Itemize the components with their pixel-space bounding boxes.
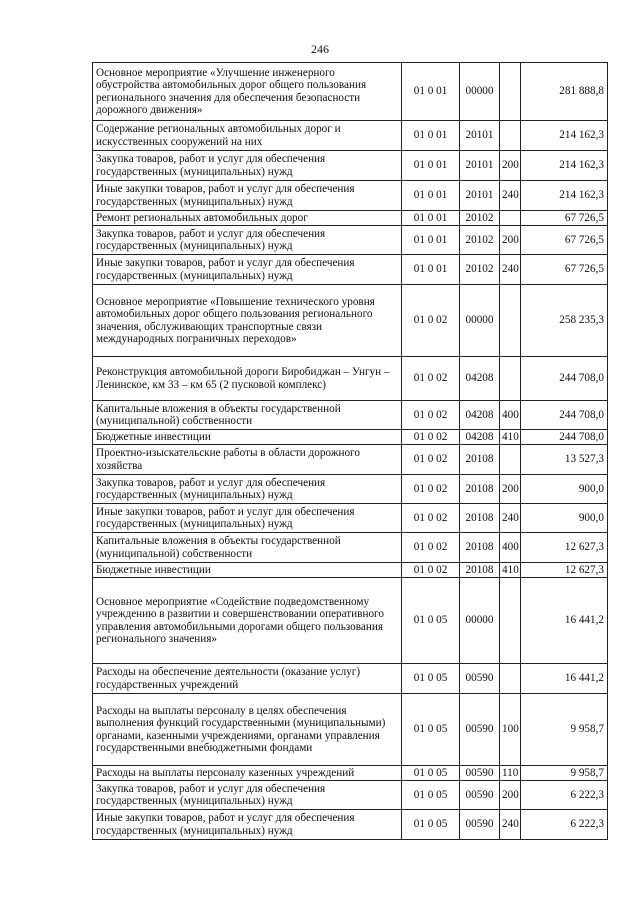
- amount: 900,0: [521, 504, 608, 533]
- row-description: Расходы на выплаты персоналу в целях обеспечения выполнения функций государственными (муниципальными) органами, казенными учреждениями, органами управления государственными внебюджетными фондами: [93, 694, 402, 766]
- target-code: 00000: [460, 285, 500, 357]
- table-row: [93, 226, 608, 255]
- row-description: Закупка товаров, работ и услуг для обеспечения государственных (муниципальных) нужд: [93, 151, 402, 181]
- expense-type-code: 400: [500, 533, 521, 563]
- expense-type-code: 240: [500, 504, 521, 533]
- expense-type-code: 240: [500, 181, 521, 211]
- program-code: 01 0 01: [402, 63, 460, 121]
- expense-type-code: [500, 664, 521, 694]
- target-code: 20101: [460, 151, 500, 181]
- budget-table: [92, 62, 608, 840]
- table-row: [93, 211, 608, 226]
- program-code: 01 0 01: [402, 211, 460, 226]
- row-description: Закупка товаров, работ и услуг для обеспечения государственных (муниципальных) нужд: [93, 781, 402, 810]
- amount: 67 726,5: [521, 255, 608, 285]
- table-row: [93, 694, 608, 766]
- expense-type-code: [500, 121, 521, 151]
- expense-type-code: [500, 445, 521, 475]
- program-code: 01 0 02: [402, 285, 460, 357]
- table-row: [93, 63, 608, 121]
- row-description: Основное мероприятие «Улучшение инженерного обустройства автомобильных дорог общего пользования регионального значения для обеспечения безопасности дорожного движения»: [93, 63, 402, 121]
- program-code: 01 0 01: [402, 226, 460, 255]
- amount: 214 162,3: [521, 121, 608, 151]
- amount: 67 726,5: [521, 226, 608, 255]
- expense-type-code: 200: [500, 151, 521, 181]
- program-code: 01 0 05: [402, 781, 460, 810]
- table-row: [93, 781, 608, 810]
- amount: 244 708,0: [521, 357, 608, 401]
- table-row: [93, 504, 608, 533]
- amount: 6 222,3: [521, 781, 608, 810]
- program-code: 01 0 02: [402, 401, 460, 430]
- expense-type-code: 410: [500, 430, 521, 445]
- expense-type-code: 240: [500, 255, 521, 285]
- expense-type-code: [500, 578, 521, 664]
- expense-type-code: [500, 211, 521, 226]
- row-description: Закупка товаров, работ и услуг для обеспечения государственных (муниципальных) нужд: [93, 475, 402, 504]
- target-code: 20108: [460, 445, 500, 475]
- target-code: 04208: [460, 357, 500, 401]
- amount: 900,0: [521, 475, 608, 504]
- amount: 281 888,8: [521, 63, 608, 121]
- program-code: 01 0 02: [402, 445, 460, 475]
- table-row: [93, 766, 608, 781]
- table-row: [93, 151, 608, 181]
- program-code: 01 0 02: [402, 475, 460, 504]
- table-row: [93, 810, 608, 840]
- target-code: 00590: [460, 766, 500, 781]
- amount: 9 958,7: [521, 766, 608, 781]
- amount: 67 726,5: [521, 211, 608, 226]
- table-row: [93, 357, 608, 401]
- program-code: 01 0 02: [402, 430, 460, 445]
- table-row: [93, 578, 608, 664]
- program-code: 01 0 05: [402, 694, 460, 766]
- row-description: Расходы на выплаты персоналу казенных учреждений: [93, 766, 402, 781]
- target-code: 20101: [460, 181, 500, 211]
- program-code: 01 0 01: [402, 151, 460, 181]
- target-code: 00000: [460, 63, 500, 121]
- amount: 16 441,2: [521, 664, 608, 694]
- row-description: Содержание региональных автомобильных дорог и искусственных сооружений на них: [93, 121, 402, 151]
- expense-type-code: [500, 285, 521, 357]
- row-description: Иные закупки товаров, работ и услуг для обеспечения государственных (муниципальных) нужд: [93, 181, 402, 211]
- target-code: 20108: [460, 475, 500, 504]
- expense-type-code: 110: [500, 766, 521, 781]
- amount: 12 627,3: [521, 533, 608, 563]
- expense-type-code: [500, 357, 521, 401]
- row-description: Основное мероприятие «Повышение технического уровня автомобильных дорог общего пользования регионального значения, обслуживающих транспортные связи международных пограничных переходов»: [93, 285, 402, 357]
- target-code: 04208: [460, 430, 500, 445]
- row-description: Основное мероприятие «Содействие подведомственному учреждению в развитии и совершенствовании оперативного управления автомобильными дорогами общего пользования регионального значения»: [93, 578, 402, 664]
- target-code: 20102: [460, 211, 500, 226]
- expense-type-code: 100: [500, 694, 521, 766]
- amount: 9 958,7: [521, 694, 608, 766]
- row-description: Бюджетные инвестиции: [93, 563, 402, 578]
- table-row: [93, 285, 608, 357]
- program-code: 01 0 05: [402, 766, 460, 781]
- amount: 6 222,3: [521, 810, 608, 840]
- table-row: [93, 121, 608, 151]
- program-code: 01 0 01: [402, 121, 460, 151]
- row-description: Капитальные вложения в объекты государственной (муниципальной) собственности: [93, 533, 402, 563]
- amount: 12 627,3: [521, 563, 608, 578]
- row-description: Расходы на обеспечение деятельности (оказание услуг) государственных учреждений: [93, 664, 402, 694]
- amount: 214 162,3: [521, 151, 608, 181]
- row-description: Иные закупки товаров, работ и услуг для обеспечения государственных (муниципальных) нужд: [93, 255, 402, 285]
- row-description: Ремонт региональных автомобильных дорог: [93, 211, 402, 226]
- target-code: 20108: [460, 563, 500, 578]
- target-code: 00000: [460, 578, 500, 664]
- program-code: 01 0 01: [402, 181, 460, 211]
- target-code: 00590: [460, 781, 500, 810]
- amount: 258 235,3: [521, 285, 608, 357]
- row-description: Закупка товаров, работ и услуг для обеспечения государственных (муниципальных) нужд: [93, 226, 402, 255]
- target-code: 20102: [460, 255, 500, 285]
- expense-type-code: 200: [500, 475, 521, 504]
- amount: 16 441,2: [521, 578, 608, 664]
- target-code: 00590: [460, 694, 500, 766]
- expense-type-code: 200: [500, 781, 521, 810]
- table-row: [93, 533, 608, 563]
- amount: 214 162,3: [521, 181, 608, 211]
- expense-type-code: 240: [500, 810, 521, 840]
- expense-type-code: 400: [500, 401, 521, 430]
- row-description: Проектно-изыскательские работы в области дорожного хозяйства: [93, 445, 402, 475]
- table-row: [93, 255, 608, 285]
- expense-type-code: 410: [500, 563, 521, 578]
- table-row: [93, 401, 608, 430]
- program-code: 01 0 05: [402, 578, 460, 664]
- target-code: 20101: [460, 121, 500, 151]
- row-description: Капитальные вложения в объекты государственной (муниципальной) собственности: [93, 401, 402, 430]
- target-code: 20108: [460, 533, 500, 563]
- program-code: 01 0 02: [402, 504, 460, 533]
- target-code: 00590: [460, 664, 500, 694]
- program-code: 01 0 02: [402, 357, 460, 401]
- row-description: Бюджетные инвестиции: [93, 430, 402, 445]
- table-row: [93, 563, 608, 578]
- expense-type-code: 200: [500, 226, 521, 255]
- program-code: 01 0 05: [402, 664, 460, 694]
- program-code: 01 0 02: [402, 563, 460, 578]
- row-description: Иные закупки товаров, работ и услуг для обеспечения государственных (муниципальных) нужд: [93, 810, 402, 840]
- table-row: [93, 430, 608, 445]
- program-code: 01 0 01: [402, 255, 460, 285]
- table-body: [93, 63, 608, 840]
- row-description: Реконструкция автомобильной дороги Биробиджан – Унгун – Ленинское, км 33 – км 65 (2 пусковой комплекс): [93, 357, 402, 401]
- target-code: 00590: [460, 810, 500, 840]
- table-row: [93, 181, 608, 211]
- target-code: 04208: [460, 401, 500, 430]
- table-row: [93, 475, 608, 504]
- program-code: 01 0 02: [402, 533, 460, 563]
- row-description: Иные закупки товаров, работ и услуг для обеспечения государственных (муниципальных) нужд: [93, 504, 402, 533]
- amount: 244 708,0: [521, 430, 608, 445]
- target-code: 20102: [460, 226, 500, 255]
- amount: 244 708,0: [521, 401, 608, 430]
- amount: 13 527,3: [521, 445, 608, 475]
- target-code: 20108: [460, 504, 500, 533]
- page-number: 246: [311, 42, 329, 56]
- table-row: [93, 664, 608, 694]
- expense-type-code: [500, 63, 521, 121]
- program-code: 01 0 05: [402, 810, 460, 840]
- table-row: [93, 445, 608, 475]
